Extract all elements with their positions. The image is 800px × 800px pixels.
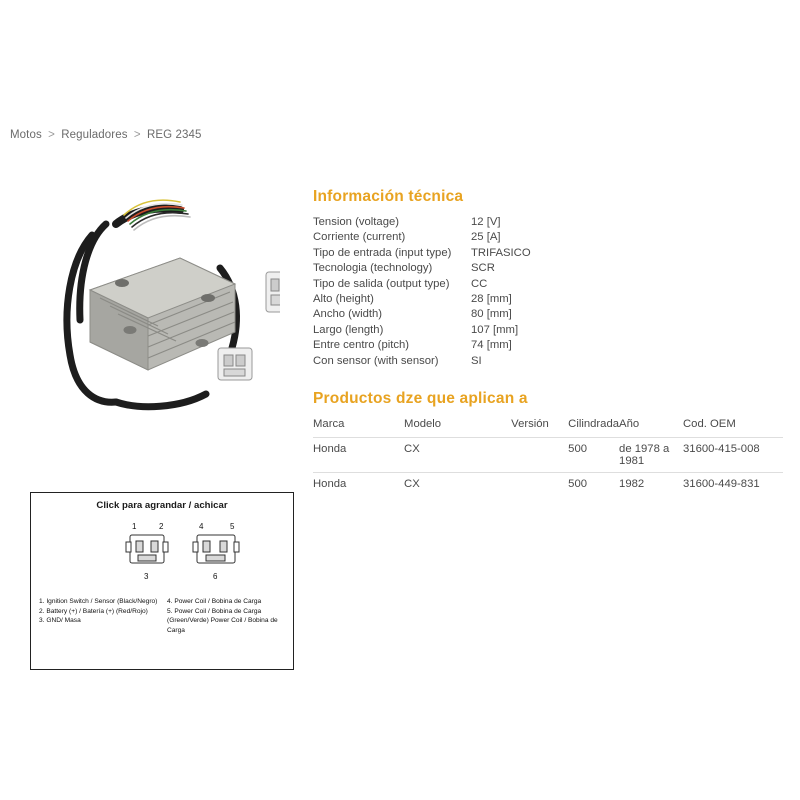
connector-pinout-diagram <box>31 511 295 607</box>
spec-row <box>313 261 783 276</box>
cell-marca: Honda <box>313 438 404 473</box>
spec-value: 12 [V] <box>471 216 501 228</box>
legend-item: 4. Power Coil / Bobina de Carga <box>167 598 262 605</box>
svg-text:5: 5 <box>230 522 235 531</box>
breadcrumb <box>10 129 201 141</box>
breadcrumb-item-current: REG 2345 <box>146 129 202 141</box>
spec-value: 28 [mm] <box>471 293 512 306</box>
svg-text:3: 3 <box>144 572 149 581</box>
legend-item: 3. GND/ Masa <box>39 617 81 625</box>
svg-text:1: 1 <box>132 522 137 531</box>
cell-cilindrada: 500 <box>568 473 619 496</box>
spec-row <box>313 338 783 353</box>
spec-row <box>313 277 783 292</box>
spec-label: Alto (height) <box>313 293 374 306</box>
spec-row <box>313 246 783 261</box>
svg-text:6: 6 <box>213 572 218 581</box>
spec-row <box>313 354 783 369</box>
spec-value: 25 [A] <box>471 231 501 244</box>
pinout-legend <box>39 597 291 635</box>
column-header-marca: Marca <box>313 418 345 430</box>
applications-table <box>313 418 783 495</box>
cell-marca: Honda <box>313 473 404 496</box>
spec-label: Con sensor (with sensor) <box>313 354 439 367</box>
cell-ano: 1982 <box>619 473 683 496</box>
table-row <box>313 438 783 473</box>
legend-item: 2. Battery (+) / Batería (+) (Red/Rojo) <box>39 607 148 615</box>
breadcrumb-item-motos[interactable]: Motos <box>10 129 42 141</box>
spec-row <box>313 307 783 322</box>
spec-row <box>313 323 783 338</box>
spec-value: CC <box>471 277 488 290</box>
connector-diagram-panel[interactable] <box>30 492 294 670</box>
spec-label: Tecnologia (technology) <box>313 262 433 275</box>
technical-info-section <box>313 188 783 369</box>
legend-row <box>39 616 291 635</box>
technical-info-title: Información técnica <box>313 188 464 205</box>
legend-item: 1. Ignition Switch / Sensor (Black/Negro) <box>39 598 158 605</box>
cell-modelo: CX <box>404 473 511 496</box>
cell-modelo: CX <box>404 438 511 473</box>
spec-value: 107 [mm] <box>471 323 519 336</box>
column-header-modelo: Modelo <box>404 418 442 430</box>
cell-cilindrada: 500 <box>568 438 619 473</box>
spec-label: Ancho (width) <box>313 308 383 321</box>
spec-label: Corriente (current) <box>313 231 406 244</box>
spec-value: 80 [mm] <box>471 308 512 321</box>
cell-oem: 31600-415-008 <box>683 438 783 473</box>
cell-version <box>511 438 568 473</box>
spec-value: SI <box>471 354 482 367</box>
breadcrumb-item-reguladores[interactable]: Reguladores <box>61 129 128 141</box>
diagram-zoom-hint[interactable]: Click para agrandar / achicar <box>96 500 228 511</box>
spec-label: Tipo de salida (output type) <box>313 277 450 290</box>
column-header-version: Versión <box>511 418 549 430</box>
breadcrumb-separator: > <box>133 129 141 141</box>
cell-oem: 31600-449-831 <box>683 473 783 496</box>
spec-value: TRIFASICO <box>471 246 531 259</box>
breadcrumb-separator: > <box>48 129 55 141</box>
legend-row <box>39 607 291 617</box>
product-photo[interactable] <box>30 180 280 420</box>
spec-label: Tension (voltage) <box>313 216 400 228</box>
applications-title: Productos dze que aplican a <box>313 390 528 407</box>
svg-text:2: 2 <box>159 522 164 531</box>
spec-row <box>313 230 783 245</box>
spec-label: Largo (length) <box>313 323 384 336</box>
table-row <box>313 473 783 496</box>
spec-label: Entre centro (pitch) <box>313 339 410 352</box>
spec-value: 74 [mm] <box>471 339 512 352</box>
column-header-oem: Cod. OEM <box>683 418 736 430</box>
svg-text:4: 4 <box>199 522 204 531</box>
spec-row <box>313 215 783 230</box>
spec-row <box>313 292 783 307</box>
table-header-row <box>313 418 783 438</box>
column-header-ano: Año <box>619 418 640 430</box>
spec-value: SCR <box>471 262 495 275</box>
applications-section <box>313 390 783 495</box>
cell-ano: de 1978 a 1981 <box>619 438 683 473</box>
regulator-image <box>30 180 280 420</box>
spec-label: Tipo de entrada (input type) <box>313 246 452 259</box>
cell-version <box>511 473 568 496</box>
legend-item: 5. Power Coil / Bobina de Carga <box>167 607 262 615</box>
column-header-cilindrada: Cilindrada <box>568 418 620 430</box>
legend-row <box>39 597 291 607</box>
legend-item: (Green/Verde) Power Coil / Bobina de Carga <box>167 617 278 634</box>
